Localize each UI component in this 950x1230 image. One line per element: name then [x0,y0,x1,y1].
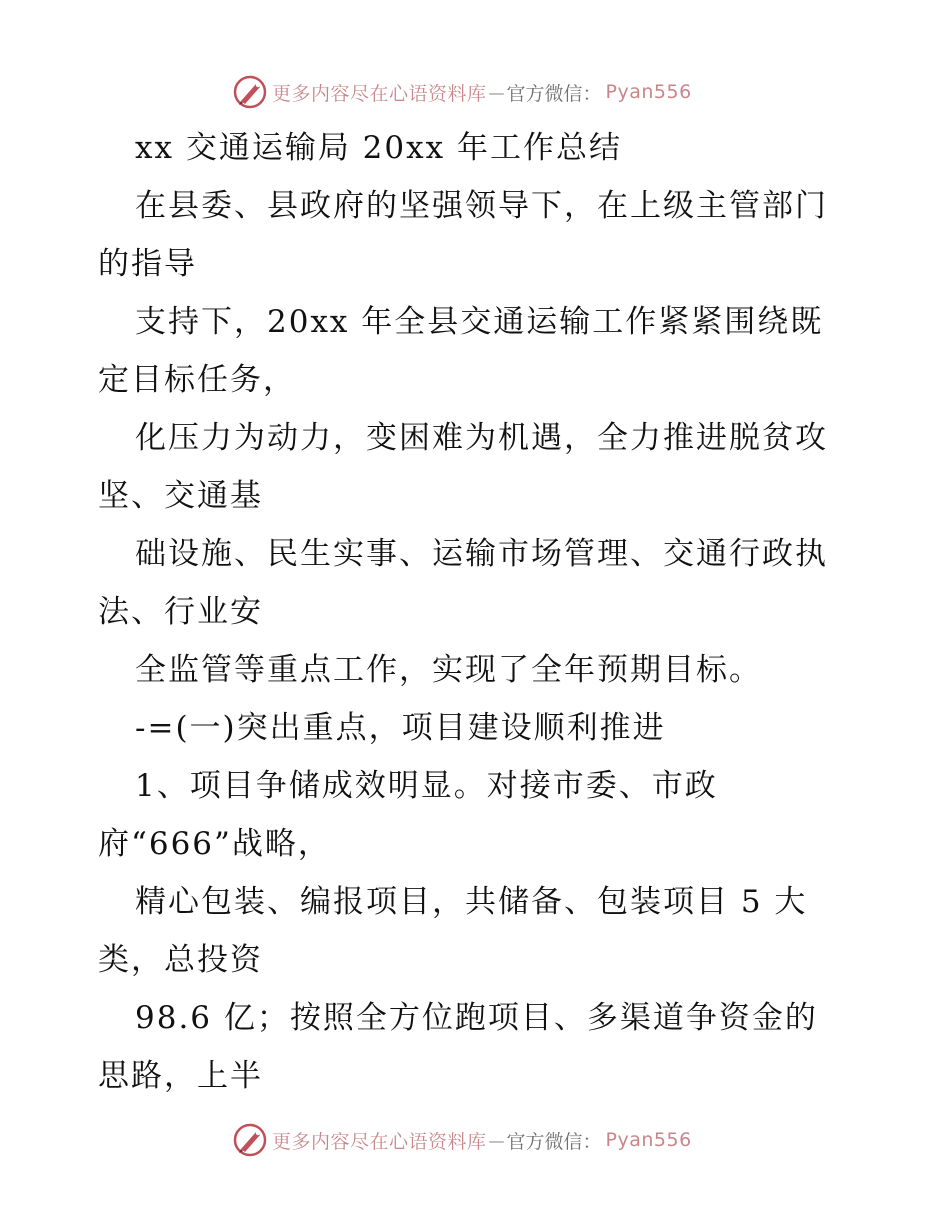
text-line: 定目标任务， [98,362,296,398]
section-heading: -=(一)突出重点，项目建设顺利推进 [135,710,666,746]
watermark-wechat-id: Pyan556 [605,1129,692,1151]
pen-logo-icon [232,74,268,110]
text-line: 思路，上半 [98,1058,263,1094]
watermark-main-text: 更多内容尽在心语资料库 [272,1130,487,1153]
document-title: xx 交通运输局 20xx 年工作总结 [135,130,622,166]
watermark-dash: — [488,82,505,102]
text-line: 支持下，20xx 年全县交通运输工作紧紧围绕既 [135,304,824,340]
watermark-suffix: 官方微信： [506,1130,602,1153]
text-line: 1、项目争储成效明显。对接市委、市政 [135,768,718,804]
text-line: 法、行业安 [98,594,263,630]
text-line: 坚、交通基 [98,478,263,514]
watermark-banner-top [232,72,712,112]
pen-logo-icon [232,1122,268,1158]
text-line: 98.6 亿；按照全方位跑项目、多渠道争资金的 [135,1000,818,1036]
text-line: 类，总投资 [98,942,263,978]
watermark-suffix: 官方微信： [506,82,602,105]
text-line: 府“666”战略， [98,826,331,862]
text-line: 化压力为动力，变困难为机遇，全力推进脱贫攻 [135,420,828,456]
text-line: 全监管等重点工作，实现了全年预期目标。 [135,652,762,688]
text-line: 础设施、民生实事、运输市场管理、交通行政执 [135,536,828,572]
text-line: 精心包装、编报项目，共储备、包装项目 5 大 [135,884,808,920]
text-line: 在县委、县政府的坚强领导下，在上级主管部门 [135,188,828,224]
watermark-main-text: 更多内容尽在心语资料库 [272,82,487,105]
watermark-wechat-id: Pyan556 [605,81,692,103]
watermark-dash: — [488,1130,505,1150]
watermark-banner-bottom [232,1120,712,1160]
text-line: 的指导 [98,246,197,282]
